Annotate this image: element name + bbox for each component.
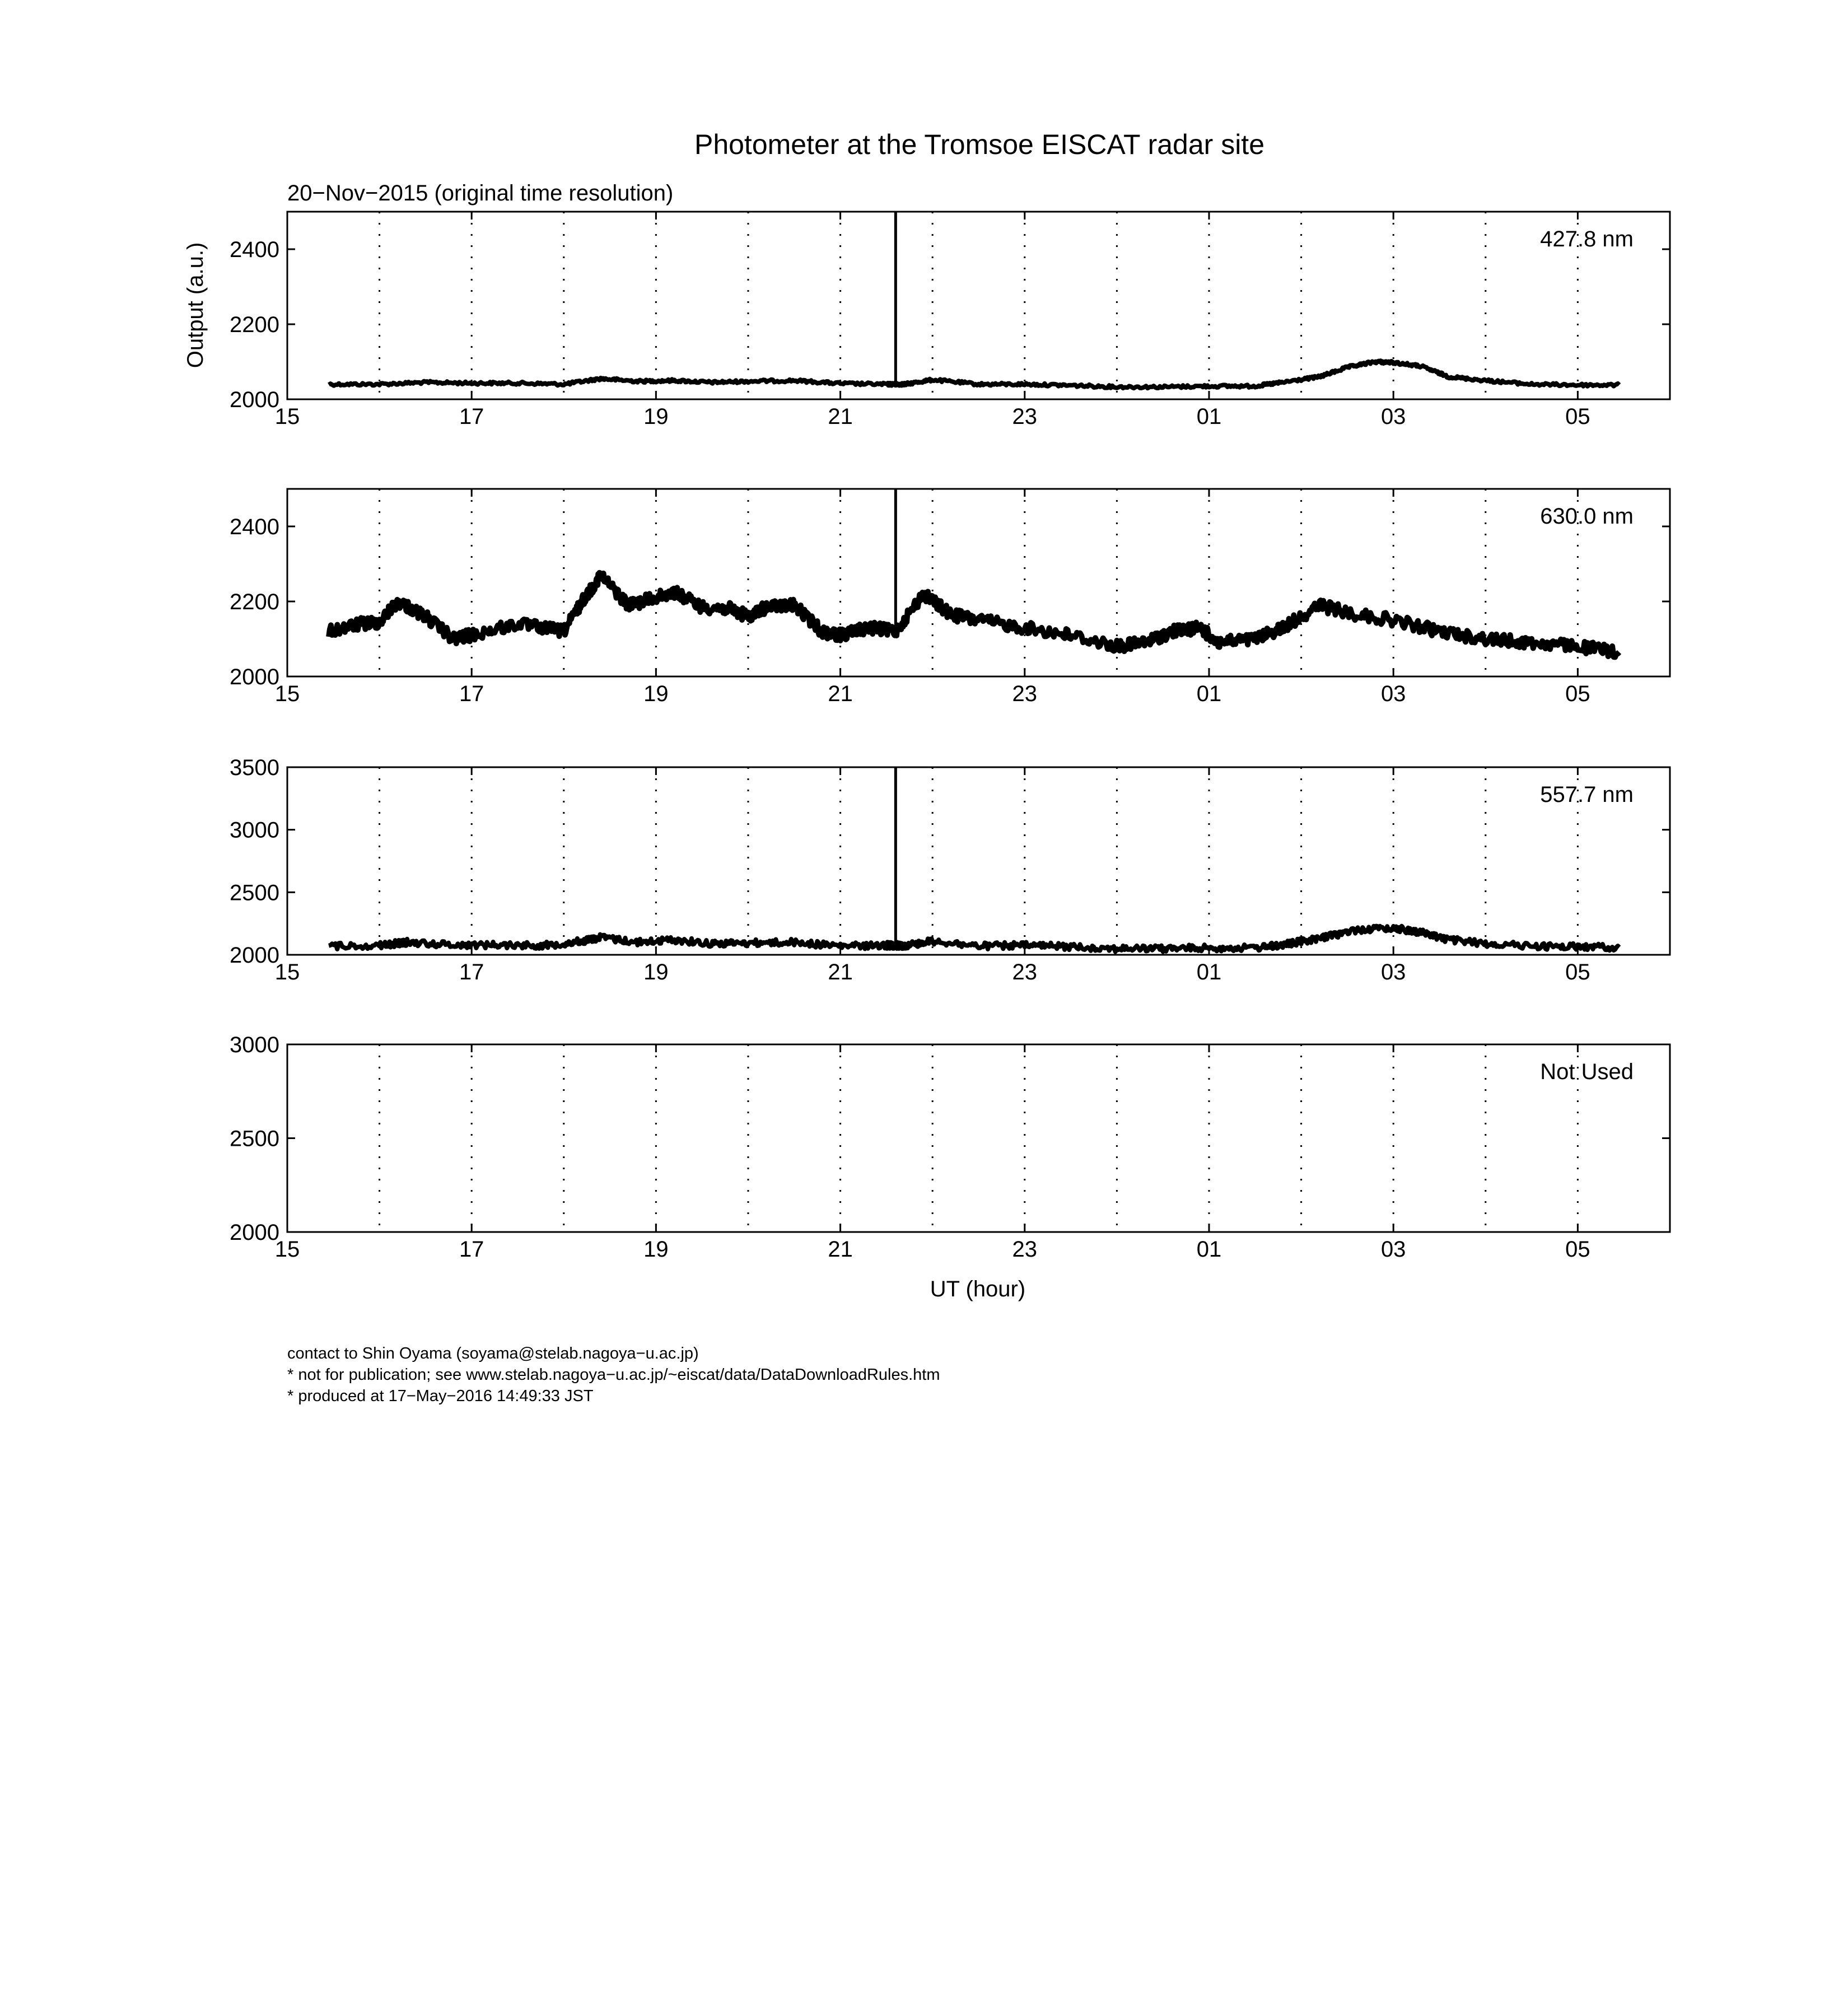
y-tick-label: 2400 [230,237,279,262]
x-tick-label: 21 [828,1237,853,1262]
x-tick-label: 01 [1196,682,1222,706]
channel-label: 427.8 nm [1540,227,1634,251]
panel-1 [230,212,1670,429]
x-tick-label: 05 [1565,682,1590,706]
channel-label: Not Used [1540,1060,1634,1084]
x-tick-label: 19 [643,682,669,706]
y-tick-label: 2200 [230,312,279,337]
panel-2 [230,489,1670,706]
y-tick-label: 2500 [230,880,279,906]
x-tick-label: 19 [643,960,669,984]
figure-subtitle: 20−Nov−2015 (original time resolution) [287,181,674,206]
x-tick-label: 17 [459,682,484,706]
x-tick-label: 19 [643,1237,669,1262]
x-tick-label: 17 [459,1237,484,1262]
channel-label: 630.0 nm [1540,504,1634,529]
x-tick-label: 03 [1380,1237,1406,1262]
channel-label: 557.7 nm [1540,782,1634,807]
x-tick-label: 23 [1012,1237,1038,1262]
x-tick-label: 05 [1565,1237,1590,1262]
y-tick-label: 2500 [230,1126,279,1151]
x-tick-label: 03 [1380,682,1406,706]
x-tick-label: 23 [1012,682,1038,706]
plot-frame [287,489,1670,676]
y-tick-label: 2000 [230,1220,279,1245]
y-tick-label: 3000 [230,818,279,843]
series-line [329,926,1619,952]
x-tick-label: 17 [459,404,484,429]
y-tick-label: 2200 [230,590,279,614]
x-tick-label: 21 [828,960,853,984]
y-tick-label: 2000 [230,943,279,968]
footer-contact: contact to Shin Oyama (soyama@stelab.nagoya−u.ac.jp) [287,1345,699,1362]
x-tick-label: 01 [1196,1237,1222,1262]
x-tick-label: 05 [1565,960,1590,984]
x-tick-label: 03 [1380,960,1406,984]
x-tick-label: 21 [828,404,853,429]
x-tick-label: 19 [643,404,669,429]
x-axis-label: UT (hour) [930,1277,1026,1301]
y-tick-label: 3000 [230,1033,279,1057]
y-tick-label: 3500 [230,755,279,780]
y-tick-label: 2400 [230,515,279,539]
plot-frame [287,1044,1670,1232]
x-tick-label: 23 [1012,404,1038,429]
x-tick-label: 21 [828,682,853,706]
plot-frame [287,767,1670,955]
y-tick-label: 2000 [230,388,279,412]
x-tick-label: 17 [459,960,484,984]
plot-frame [287,212,1670,399]
x-tick-label: 01 [1196,960,1222,984]
panel-3 [230,755,1670,984]
x-tick-label: 23 [1012,960,1038,984]
figure-title: Photometer at the Tromsoe EISCAT radar site [694,129,1265,160]
x-tick-label: 03 [1380,404,1406,429]
x-tick-label: 15 [274,960,300,984]
x-tick-label: 05 [1565,404,1590,429]
y-tick-label: 2000 [230,665,279,689]
series-line [329,573,1619,657]
x-tick-label: 15 [274,682,300,706]
panel-4 [230,1033,1670,1262]
x-tick-label: 01 [1196,404,1222,429]
footer-notes [287,1343,940,1407]
y-axis-label: Output (a.u.) [183,242,208,368]
x-tick-label: 15 [274,1237,300,1262]
series-line [329,361,1619,388]
footer-usage-note: * not for publication; see www.stelab.nagoya−u.ac.jp/~eiscat/data/DataDownloadRules.htm [287,1366,940,1384]
x-tick-label: 15 [274,404,300,429]
footer-production-date: * produced at 17−May−2016 14:49:33 JST [287,1387,594,1405]
